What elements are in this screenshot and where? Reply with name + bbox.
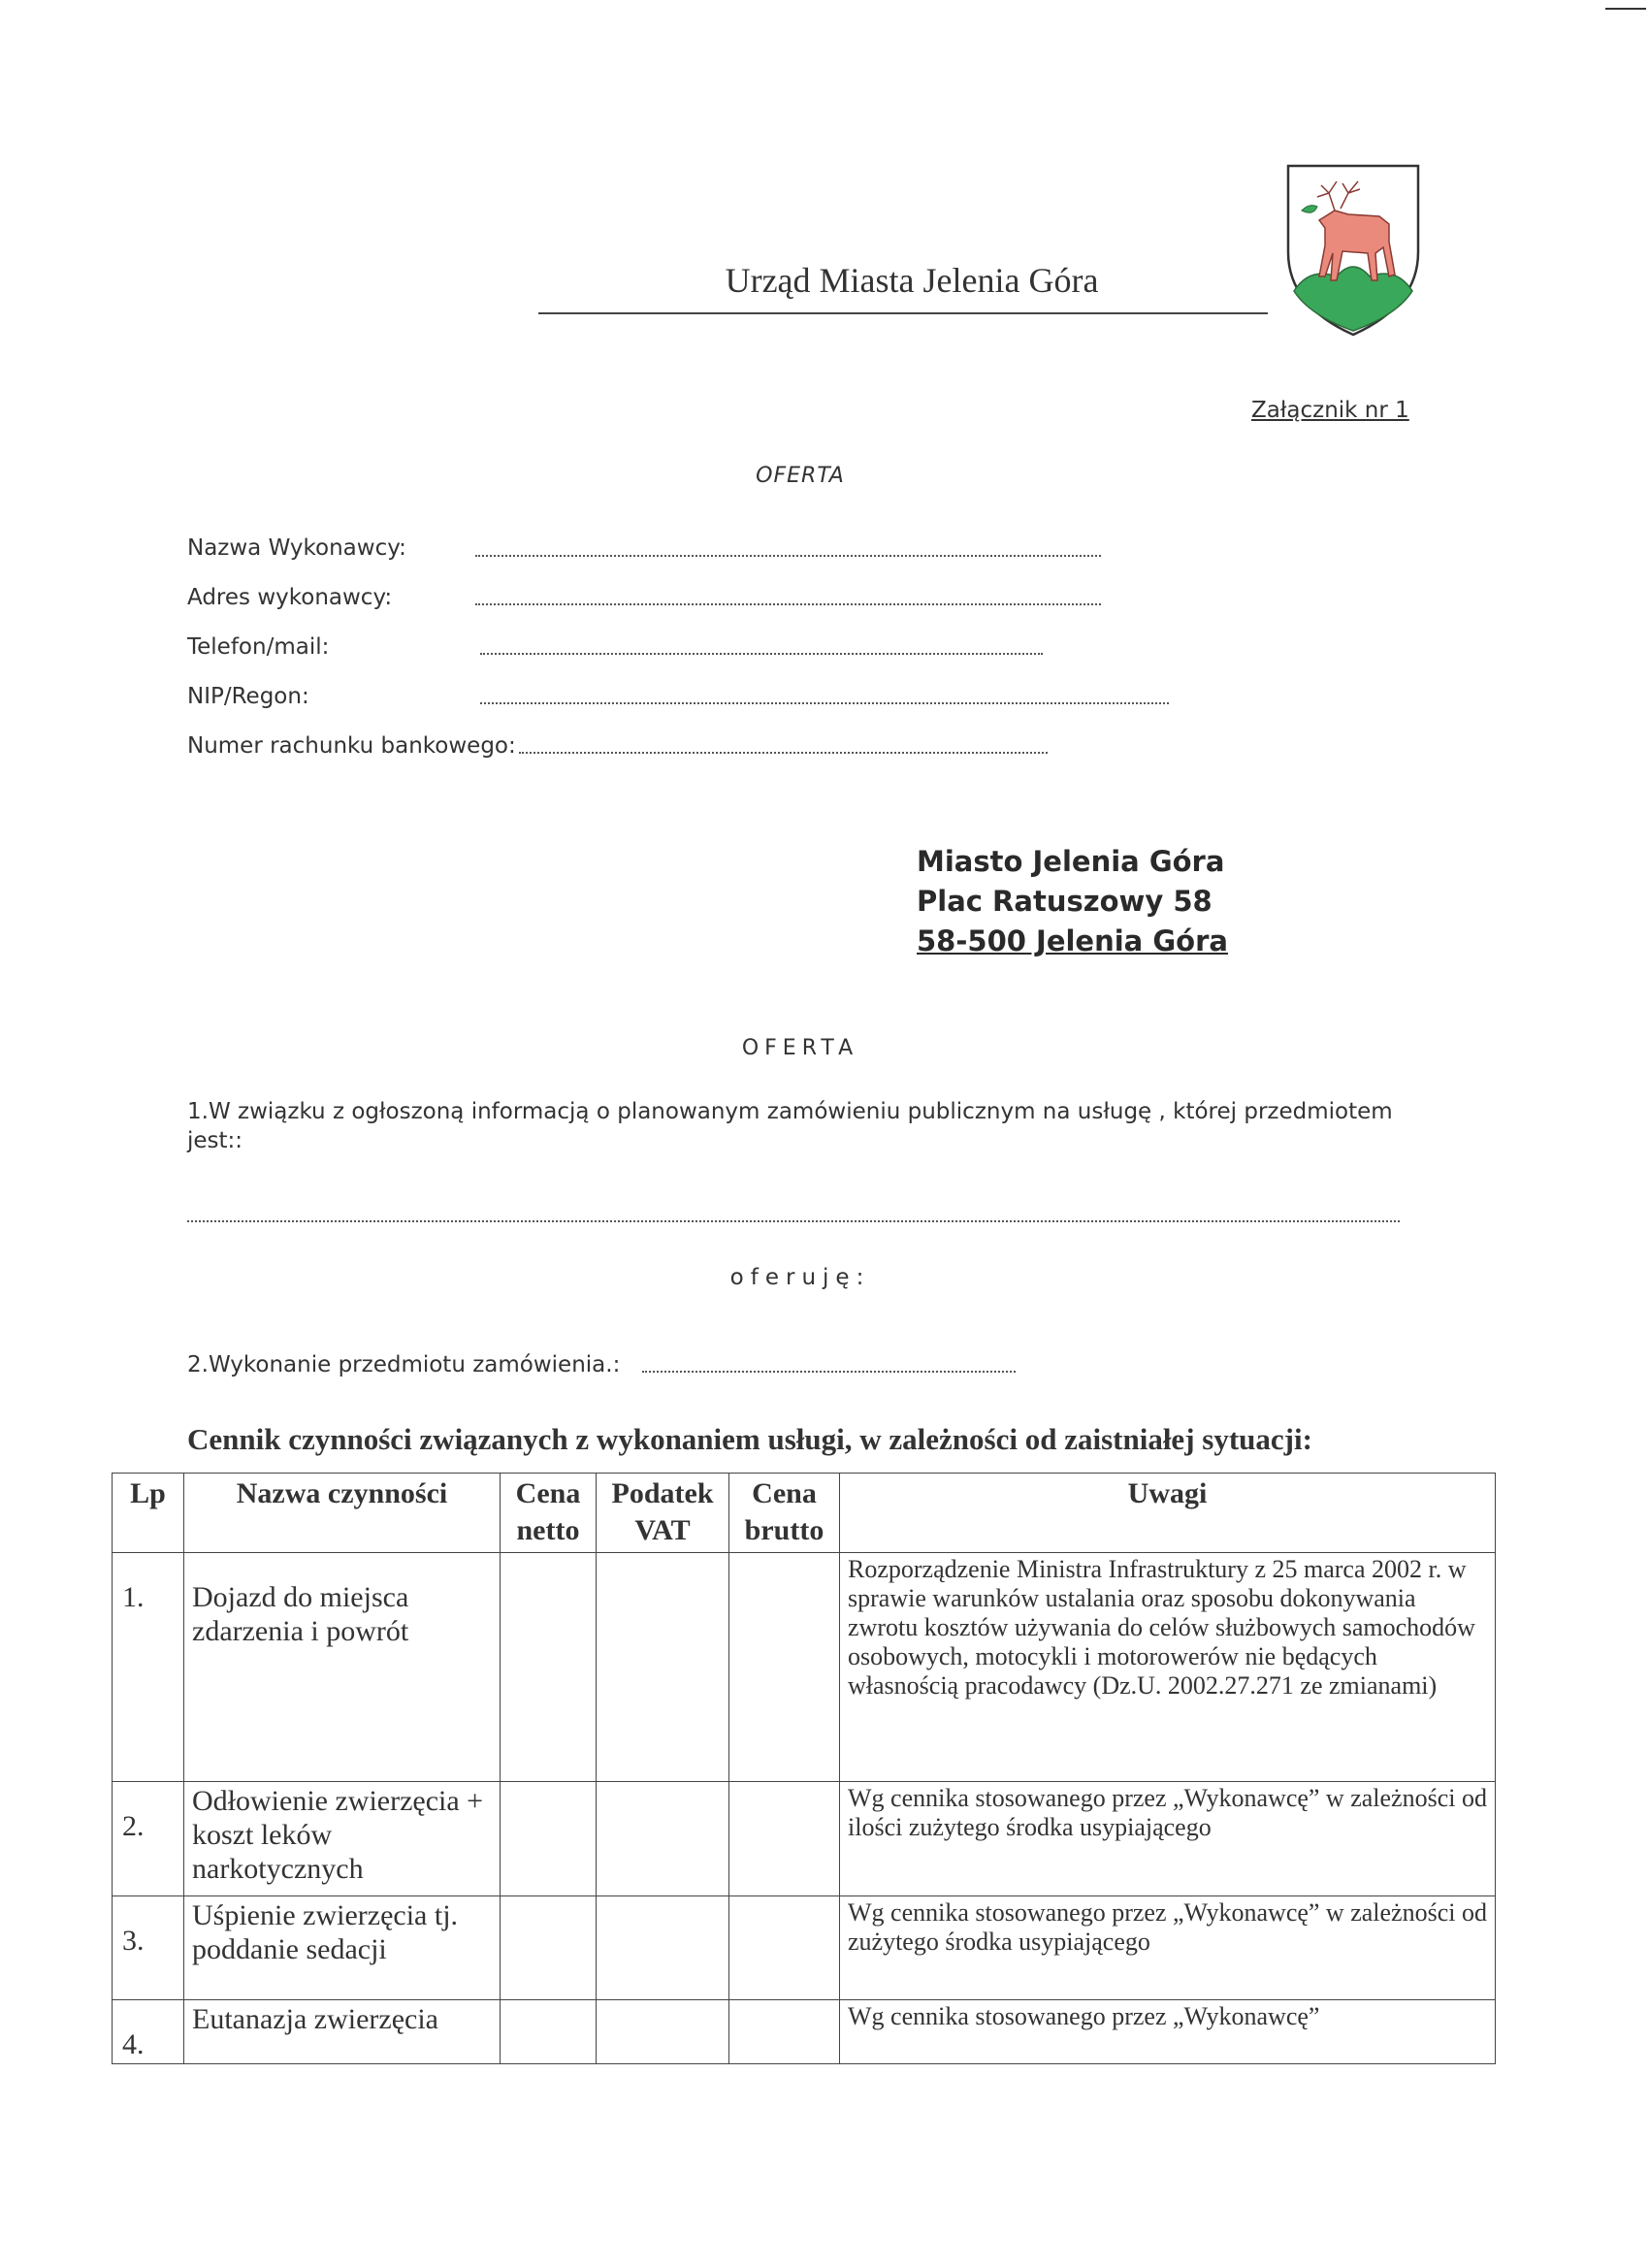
row-name: Dojazd do miejsca zdarzenia i powrót: [184, 1553, 501, 1782]
net-price-cell[interactable]: [501, 1553, 597, 1782]
header-net: Cena netto: [501, 1474, 597, 1553]
row-lp: 1.: [113, 1553, 184, 1782]
phone-mail-field[interactable]: [480, 653, 1043, 655]
row-lp: 2.: [113, 1782, 184, 1896]
header-lp: Lp: [113, 1474, 184, 1553]
phone-mail-label: Telefon/mail:: [187, 634, 330, 660]
net-price-cell[interactable]: [501, 1782, 597, 1896]
bank-account-label: Numer rachunku bankowego:: [187, 733, 516, 759]
header-notes: Uwagi: [840, 1474, 1496, 1553]
row-notes: Wg cennika stosowanego przez „Wykonawcę” w zależności od ilości zużytego środka usypiającego: [840, 1782, 1496, 1896]
vat-cell[interactable]: [597, 1896, 729, 2000]
recipient-address: [917, 842, 1228, 961]
nip-regon-label: NIP/Regon:: [187, 684, 309, 709]
row-name: Odłowienie zwierzęcia + koszt leków narkotycznych: [184, 1782, 501, 1896]
row-lp: 4.: [113, 2000, 184, 2064]
vat-cell[interactable]: [597, 1553, 729, 1782]
recipient-line-2: Plac Ratuszowy 58: [917, 885, 1212, 918]
offer-word: oferuję:: [729, 1265, 871, 1290]
item-1-text: 1.W związku z ogłoszoną informacją o planowanym zamówieniu publicznym na usługę , której przedmiotem jest::: [187, 1099, 1393, 1153]
row-notes: Rozporządzenie Ministra Infrastruktury z 25 marca 2002 r. w sprawie warunków ustalania oraz sposobu dokonywania zwrotu kosztów używania do celów służbowych samochodów osobowych, motocykli i motorowerów nie będących własnością pracodawcy (Dz.U. 2002.27.271 ze zmianami): [840, 1553, 1496, 1782]
row-lp: 3.: [113, 1896, 184, 2000]
execution-field[interactable]: [642, 1371, 1016, 1373]
nip-regon-field[interactable]: [480, 702, 1169, 704]
gross-price-cell[interactable]: [729, 1896, 840, 2000]
gross-price-cell[interactable]: [729, 1782, 840, 1896]
row-name: Eutanazja zwierzęcia: [184, 2000, 501, 2064]
subject-field[interactable]: [187, 1220, 1400, 1222]
gross-price-cell[interactable]: [729, 2000, 840, 2064]
office-title: Urząd Miasta Jelenia Góra: [725, 261, 1099, 300]
row-notes: Wg cennika stosowanego przez „Wykonawcę” w zależności od zużytego środka usypiającego: [840, 1896, 1496, 2000]
offer-heading-top: OFERTA: [756, 464, 845, 488]
pricelist-title: Cennik czynności związanych z wykonaniem usługi, w zależności od zaistniałej sytuacji:: [187, 1422, 1312, 1456]
gross-price-cell[interactable]: [729, 1553, 840, 1782]
contractor-address-label: Adres wykonawcy:: [187, 585, 393, 610]
row-name: Uśpienie zwierzęcia tj. poddanie sedacji: [184, 1896, 501, 2000]
table-row: [113, 1553, 1496, 1782]
vat-cell[interactable]: [597, 2000, 729, 2064]
table-row: [113, 1782, 1496, 1896]
recipient-line-3: 58-500 Jelenia Góra: [917, 924, 1228, 957]
recipient-line-1: Miasto Jelenia Góra: [917, 845, 1225, 878]
header-gross: Cena brutto: [729, 1474, 840, 1553]
contractor-address-field[interactable]: [475, 603, 1101, 605]
bank-account-field[interactable]: [519, 752, 1048, 754]
price-table: [112, 1473, 1496, 2064]
table-row: [113, 2000, 1496, 2064]
vat-cell[interactable]: [597, 1782, 729, 1896]
contractor-name-field[interactable]: [475, 555, 1101, 557]
offer-heading: OFERTA: [741, 1036, 859, 1060]
header-underline: [538, 312, 1268, 314]
corner-mark: [1605, 8, 1646, 10]
item-2-text: 2.Wykonanie przedmiotu zamówienia.:: [187, 1352, 621, 1377]
net-price-cell[interactable]: [501, 1896, 597, 2000]
coat-of-arms-deer-icon: [1280, 160, 1426, 340]
header-vat: Podatek VAT: [597, 1474, 729, 1553]
annex-label: Załącznik nr 1: [1251, 398, 1409, 423]
header-name: Nazwa czynności: [184, 1474, 501, 1553]
table-row: [113, 1896, 1496, 2000]
net-price-cell[interactable]: [501, 2000, 597, 2064]
contractor-name-label: Nazwa Wykonawcy:: [187, 535, 406, 561]
row-notes: Wg cennika stosowanego przez „Wykonawcę”: [840, 2000, 1496, 2064]
